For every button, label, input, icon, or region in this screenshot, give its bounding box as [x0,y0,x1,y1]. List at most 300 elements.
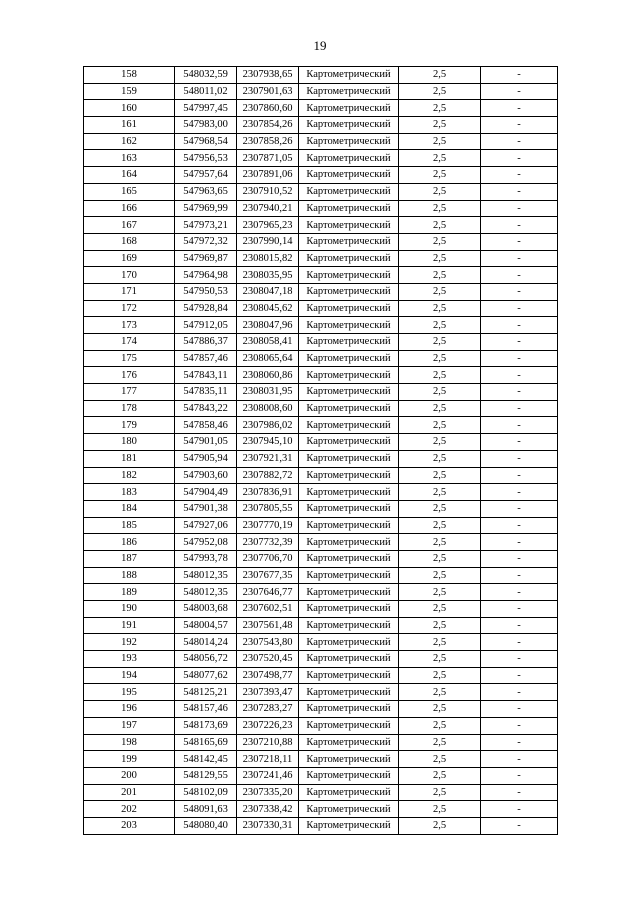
description-cell: - [481,67,558,84]
method-cell: Картометрический [299,684,399,701]
point-number-cell: 200 [84,767,175,784]
table-row [84,183,558,200]
x-coordinate-cell: 548173,69 [175,717,237,734]
table-row [84,684,558,701]
method-cell: Картометрический [299,283,399,300]
point-number-cell: 181 [84,450,175,467]
description-cell: - [481,384,558,401]
x-coordinate-cell: 547997,45 [175,100,237,117]
table-row [84,367,558,384]
accuracy-cell: 2,5 [399,651,481,668]
table-row [84,83,558,100]
description-cell: - [481,167,558,184]
y-coordinate-cell: 2308060,86 [237,367,299,384]
description-cell: - [481,83,558,100]
point-number-cell: 169 [84,250,175,267]
table-row [84,617,558,634]
point-number-cell: 189 [84,584,175,601]
y-coordinate-cell: 2307965,23 [237,217,299,234]
y-coordinate-cell: 2307732,39 [237,534,299,551]
accuracy-cell: 2,5 [399,317,481,334]
page-number: 19 [313,38,327,53]
accuracy-cell: 2,5 [399,100,481,117]
y-coordinate-cell: 2307770,19 [237,517,299,534]
table-row [84,784,558,801]
y-coordinate-cell: 2307836,91 [237,484,299,501]
description-cell: - [481,283,558,300]
method-cell: Картометрический [299,550,399,567]
description-cell: - [481,634,558,651]
y-coordinate-cell: 2307940,21 [237,200,299,217]
accuracy-cell: 2,5 [399,434,481,451]
accuracy-cell: 2,5 [399,500,481,517]
x-coordinate-cell: 548011,02 [175,83,237,100]
method-cell: Картометрический [299,701,399,718]
table-row [84,467,558,484]
x-coordinate-cell: 547901,05 [175,434,237,451]
x-coordinate-cell: 547904,49 [175,484,237,501]
method-cell: Картометрический [299,167,399,184]
table-row [84,300,558,317]
description-cell: - [481,200,558,217]
method-cell: Картометрический [299,634,399,651]
table-row [84,217,558,234]
point-number-cell: 175 [84,350,175,367]
x-coordinate-cell: 548012,35 [175,567,237,584]
description-cell: - [481,534,558,551]
accuracy-cell: 2,5 [399,334,481,351]
point-number-cell: 171 [84,283,175,300]
accuracy-cell: 2,5 [399,300,481,317]
x-coordinate-cell: 547927,06 [175,517,237,534]
table-row [84,400,558,417]
y-coordinate-cell: 2307677,35 [237,567,299,584]
description-cell: - [481,250,558,267]
x-coordinate-cell: 547969,87 [175,250,237,267]
y-coordinate-cell: 2307871,05 [237,150,299,167]
table-row [84,651,558,668]
table-row [84,100,558,117]
point-number-cell: 196 [84,701,175,718]
x-coordinate-cell: 547901,38 [175,500,237,517]
accuracy-cell: 2,5 [399,684,481,701]
x-coordinate-cell: 548012,35 [175,584,237,601]
table-row [84,200,558,217]
point-number-cell: 167 [84,217,175,234]
accuracy-cell: 2,5 [399,283,481,300]
method-cell: Картометрический [299,67,399,84]
point-number-cell: 198 [84,734,175,751]
table-row [84,150,558,167]
y-coordinate-cell: 2307218,11 [237,751,299,768]
point-number-cell: 177 [84,384,175,401]
point-number-cell: 191 [84,617,175,634]
y-coordinate-cell: 2307241,46 [237,767,299,784]
method-cell: Картометрический [299,100,399,117]
accuracy-cell: 2,5 [399,183,481,200]
description-cell: - [481,717,558,734]
description-cell: - [481,584,558,601]
y-coordinate-cell: 2307210,88 [237,734,299,751]
method-cell: Картометрический [299,617,399,634]
table-row [84,334,558,351]
x-coordinate-cell: 548102,09 [175,784,237,801]
accuracy-cell: 2,5 [399,667,481,684]
accuracy-cell: 2,5 [399,467,481,484]
accuracy-cell: 2,5 [399,717,481,734]
x-coordinate-cell: 548056,72 [175,651,237,668]
table-row [84,584,558,601]
accuracy-cell: 2,5 [399,484,481,501]
coordinates-table [83,66,558,835]
x-coordinate-cell: 548080,40 [175,817,237,834]
accuracy-cell: 2,5 [399,817,481,834]
description-cell: - [481,617,558,634]
x-coordinate-cell: 547857,46 [175,350,237,367]
accuracy-cell: 2,5 [399,250,481,267]
x-coordinate-cell: 547912,05 [175,317,237,334]
y-coordinate-cell: 2307520,45 [237,651,299,668]
table-row [84,667,558,684]
x-coordinate-cell: 547928,84 [175,300,237,317]
accuracy-cell: 2,5 [399,367,481,384]
x-coordinate-cell: 547963,65 [175,183,237,200]
table-row [84,517,558,534]
method-cell: Картометрический [299,150,399,167]
y-coordinate-cell: 2307602,51 [237,601,299,618]
accuracy-cell: 2,5 [399,751,481,768]
method-cell: Картометрический [299,183,399,200]
description-cell: - [481,233,558,250]
point-number-cell: 158 [84,67,175,84]
method-cell: Картометрический [299,384,399,401]
accuracy-cell: 2,5 [399,584,481,601]
accuracy-cell: 2,5 [399,83,481,100]
point-number-cell: 192 [84,634,175,651]
table-row [84,167,558,184]
description-cell: - [481,651,558,668]
point-number-cell: 159 [84,83,175,100]
point-number-cell: 164 [84,167,175,184]
point-number-cell: 168 [84,233,175,250]
y-coordinate-cell: 2308065,64 [237,350,299,367]
description-cell: - [481,217,558,234]
x-coordinate-cell: 548142,45 [175,751,237,768]
point-number-cell: 172 [84,300,175,317]
point-number-cell: 186 [84,534,175,551]
method-cell: Картометрический [299,667,399,684]
description-cell: - [481,751,558,768]
y-coordinate-cell: 2307882,72 [237,467,299,484]
method-cell: Картометрический [299,400,399,417]
method-cell: Картометрический [299,417,399,434]
description-cell: - [481,667,558,684]
table-row [84,384,558,401]
description-cell: - [481,817,558,834]
y-coordinate-cell: 2307945,10 [237,434,299,451]
point-number-cell: 178 [84,400,175,417]
y-coordinate-cell: 2308015,82 [237,250,299,267]
method-cell: Картометрический [299,334,399,351]
description-cell: - [481,100,558,117]
description-cell: - [481,701,558,718]
x-coordinate-cell: 548129,55 [175,767,237,784]
accuracy-cell: 2,5 [399,784,481,801]
y-coordinate-cell: 2307990,14 [237,233,299,250]
y-coordinate-cell: 2307226,23 [237,717,299,734]
point-number-cell: 190 [84,601,175,618]
accuracy-cell: 2,5 [399,233,481,250]
point-number-cell: 174 [84,334,175,351]
x-coordinate-cell: 547886,37 [175,334,237,351]
accuracy-cell: 2,5 [399,200,481,217]
table-row [84,317,558,334]
point-number-cell: 195 [84,684,175,701]
y-coordinate-cell: 2307986,02 [237,417,299,434]
y-coordinate-cell: 2308031,95 [237,384,299,401]
table-row [84,133,558,150]
x-coordinate-cell: 548165,69 [175,734,237,751]
x-coordinate-cell: 547968,54 [175,133,237,150]
description-cell: - [481,467,558,484]
y-coordinate-cell: 2307938,65 [237,67,299,84]
description-cell: - [481,550,558,567]
method-cell: Картометрический [299,233,399,250]
x-coordinate-cell: 547905,94 [175,450,237,467]
description-cell: - [481,133,558,150]
point-number-cell: 163 [84,150,175,167]
description-cell: - [481,117,558,134]
table-row [84,484,558,501]
y-coordinate-cell: 2307543,80 [237,634,299,651]
x-coordinate-cell: 547835,11 [175,384,237,401]
table-row [84,534,558,551]
x-coordinate-cell: 547950,53 [175,283,237,300]
accuracy-cell: 2,5 [399,701,481,718]
table-row [84,267,558,284]
point-number-cell: 182 [84,467,175,484]
method-cell: Картометрический [299,434,399,451]
point-number-cell: 188 [84,567,175,584]
y-coordinate-cell: 2307330,31 [237,817,299,834]
x-coordinate-cell: 547983,00 [175,117,237,134]
y-coordinate-cell: 2307335,20 [237,784,299,801]
method-cell: Картометрический [299,317,399,334]
y-coordinate-cell: 2307283,27 [237,701,299,718]
method-cell: Картометрический [299,367,399,384]
description-cell: - [481,601,558,618]
description-cell: - [481,417,558,434]
description-cell: - [481,801,558,818]
table-row [84,817,558,834]
y-coordinate-cell: 2308035,95 [237,267,299,284]
table-row [84,801,558,818]
x-coordinate-cell: 547843,11 [175,367,237,384]
table-row [84,250,558,267]
accuracy-cell: 2,5 [399,350,481,367]
description-cell: - [481,183,558,200]
description-cell: - [481,334,558,351]
table-row [84,434,558,451]
y-coordinate-cell: 2307338,42 [237,801,299,818]
table-row [84,417,558,434]
accuracy-cell: 2,5 [399,417,481,434]
accuracy-cell: 2,5 [399,384,481,401]
accuracy-cell: 2,5 [399,767,481,784]
point-number-cell: 201 [84,784,175,801]
description-cell: - [481,267,558,284]
point-number-cell: 173 [84,317,175,334]
description-cell: - [481,684,558,701]
description-cell: - [481,150,558,167]
accuracy-cell: 2,5 [399,534,481,551]
accuracy-cell: 2,5 [399,217,481,234]
method-cell: Картометрический [299,83,399,100]
x-coordinate-cell: 548091,63 [175,801,237,818]
point-number-cell: 197 [84,717,175,734]
point-number-cell: 203 [84,817,175,834]
x-coordinate-cell: 547969,99 [175,200,237,217]
x-coordinate-cell: 547973,21 [175,217,237,234]
description-cell: - [481,500,558,517]
point-number-cell: 160 [84,100,175,117]
y-coordinate-cell: 2308008,60 [237,400,299,417]
method-cell: Картометрический [299,767,399,784]
table-row [84,567,558,584]
y-coordinate-cell: 2307860,60 [237,100,299,117]
description-cell: - [481,767,558,784]
y-coordinate-cell: 2308045,62 [237,300,299,317]
y-coordinate-cell: 2307805,55 [237,500,299,517]
point-number-cell: 170 [84,267,175,284]
accuracy-cell: 2,5 [399,601,481,618]
accuracy-cell: 2,5 [399,267,481,284]
y-coordinate-cell: 2307858,26 [237,133,299,150]
method-cell: Картометрический [299,350,399,367]
table-row [84,751,558,768]
table-row [84,283,558,300]
accuracy-cell: 2,5 [399,517,481,534]
accuracy-cell: 2,5 [399,567,481,584]
method-cell: Картометрический [299,601,399,618]
accuracy-cell: 2,5 [399,67,481,84]
method-cell: Картометрический [299,584,399,601]
x-coordinate-cell: 547972,32 [175,233,237,250]
y-coordinate-cell: 2307646,77 [237,584,299,601]
table-row [84,550,558,567]
table-row [84,500,558,517]
method-cell: Картометрический [299,450,399,467]
method-cell: Картометрический [299,567,399,584]
accuracy-cell: 2,5 [399,550,481,567]
coordinates-table-body [84,67,558,835]
point-number-cell: 161 [84,117,175,134]
x-coordinate-cell: 548032,59 [175,67,237,84]
table-row [84,717,558,734]
accuracy-cell: 2,5 [399,167,481,184]
point-number-cell: 180 [84,434,175,451]
x-coordinate-cell: 547903,60 [175,467,237,484]
table-row [84,117,558,134]
method-cell: Картометрический [299,200,399,217]
point-number-cell: 193 [84,651,175,668]
y-coordinate-cell: 2307393,47 [237,684,299,701]
point-number-cell: 187 [84,550,175,567]
y-coordinate-cell: 2308047,96 [237,317,299,334]
method-cell: Картометрический [299,717,399,734]
y-coordinate-cell: 2307910,52 [237,183,299,200]
point-number-cell: 183 [84,484,175,501]
accuracy-cell: 2,5 [399,117,481,134]
x-coordinate-cell: 548157,46 [175,701,237,718]
method-cell: Картометрический [299,517,399,534]
description-cell: - [481,434,558,451]
x-coordinate-cell: 547957,64 [175,167,237,184]
table-row [84,67,558,84]
point-number-cell: 166 [84,200,175,217]
y-coordinate-cell: 2307706,70 [237,550,299,567]
description-cell: - [481,317,558,334]
y-coordinate-cell: 2307891,06 [237,167,299,184]
table-row [84,734,558,751]
point-number-cell: 185 [84,517,175,534]
method-cell: Картометрический [299,133,399,150]
method-cell: Картометрический [299,784,399,801]
method-cell: Картометрический [299,300,399,317]
method-cell: Картометрический [299,250,399,267]
description-cell: - [481,450,558,467]
description-cell: - [481,484,558,501]
point-number-cell: 202 [84,801,175,818]
x-coordinate-cell: 548004,57 [175,617,237,634]
description-cell: - [481,350,558,367]
method-cell: Картометрический [299,217,399,234]
x-coordinate-cell: 547993,78 [175,550,237,567]
method-cell: Картометрический [299,651,399,668]
accuracy-cell: 2,5 [399,734,481,751]
accuracy-cell: 2,5 [399,450,481,467]
table-row [84,350,558,367]
table-row [84,233,558,250]
x-coordinate-cell: 547843,22 [175,400,237,417]
description-cell: - [481,400,558,417]
accuracy-cell: 2,5 [399,133,481,150]
accuracy-cell: 2,5 [399,150,481,167]
x-coordinate-cell: 547956,53 [175,150,237,167]
y-coordinate-cell: 2307854,26 [237,117,299,134]
description-cell: - [481,367,558,384]
y-coordinate-cell: 2308058,41 [237,334,299,351]
point-number-cell: 199 [84,751,175,768]
method-cell: Картометрический [299,801,399,818]
y-coordinate-cell: 2307921,31 [237,450,299,467]
point-number-cell: 162 [84,133,175,150]
point-number-cell: 179 [84,417,175,434]
point-number-cell: 165 [84,183,175,200]
x-coordinate-cell: 547964,98 [175,267,237,284]
x-coordinate-cell: 548125,21 [175,684,237,701]
method-cell: Картометрический [299,267,399,284]
method-cell: Картометрический [299,734,399,751]
method-cell: Картометрический [299,500,399,517]
description-cell: - [481,517,558,534]
point-number-cell: 194 [84,667,175,684]
y-coordinate-cell: 2307498,77 [237,667,299,684]
description-cell: - [481,734,558,751]
x-coordinate-cell: 548077,62 [175,667,237,684]
point-number-cell: 176 [84,367,175,384]
method-cell: Картометрический [299,751,399,768]
